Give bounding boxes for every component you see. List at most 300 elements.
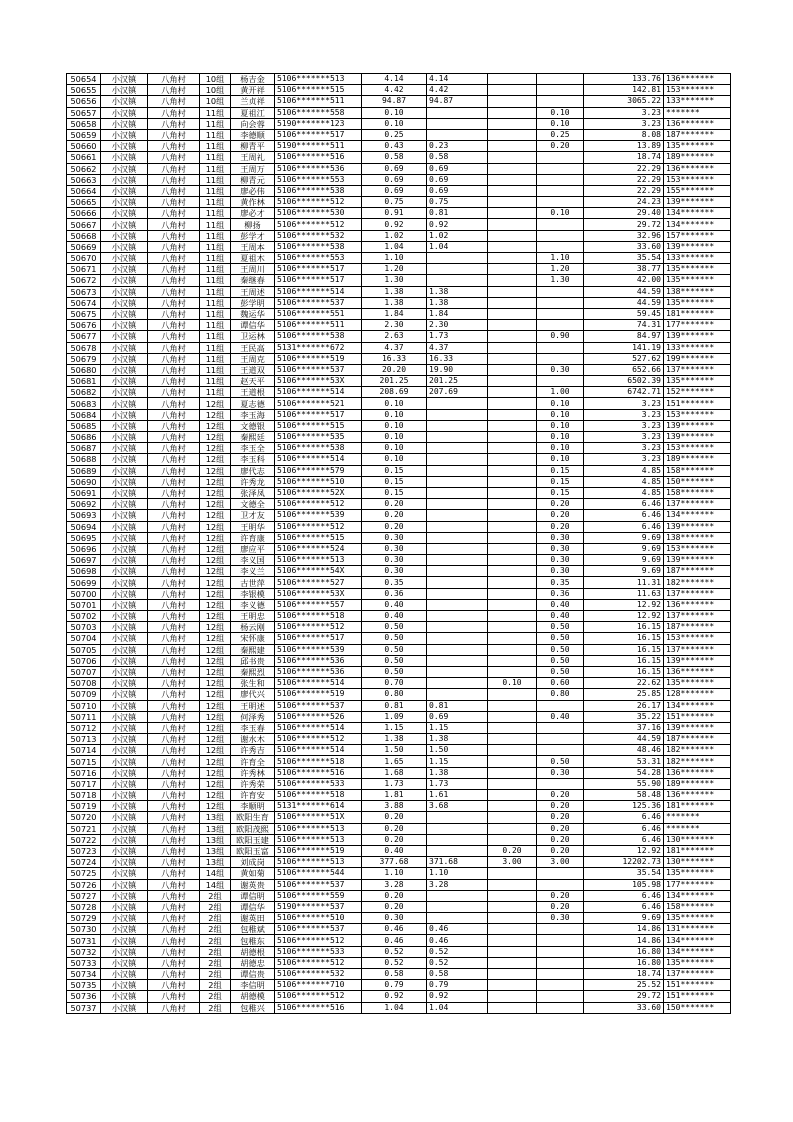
village-cell: 八角村 (148, 946, 200, 957)
group-cell: 11组 (200, 275, 231, 286)
amount-cell: 54.28 (584, 767, 664, 778)
area-b-cell (488, 454, 537, 465)
town-cell: 小汉镇 (101, 778, 148, 789)
area-a-cell (427, 901, 488, 912)
village-cell: 八角村 (148, 577, 200, 588)
name-cell: 卫才友 (231, 510, 275, 521)
phone-cell: 153******* (664, 409, 731, 420)
town-cell: 小汉镇 (101, 935, 148, 946)
amount-cell: 3.23 (584, 398, 664, 409)
area-c-cell: 0.10 (537, 208, 584, 219)
area-a-cell (427, 588, 488, 599)
area-a-cell: 3.28 (427, 879, 488, 890)
row-number-cell: 50665 (67, 197, 101, 208)
table-row (67, 185, 731, 196)
row-number-cell: 50730 (67, 924, 101, 935)
table-row (67, 432, 731, 443)
area-a-cell (427, 465, 488, 476)
village-cell: 八角村 (148, 678, 200, 689)
id-number-cell: 5106*******527 (275, 577, 362, 588)
row-number-cell: 50698 (67, 566, 101, 577)
village-cell: 八角村 (148, 253, 200, 264)
table-row (67, 890, 731, 901)
table-row (67, 722, 731, 733)
group-cell: 12组 (200, 745, 231, 756)
phone-cell: 152******* (664, 387, 731, 398)
phone-cell: 133******* (664, 253, 731, 264)
area-b-cell (488, 409, 537, 420)
id-number-cell: 5106*******512 (275, 734, 362, 745)
area-a-cell: 0.92 (427, 219, 488, 230)
total-area-cell: 0.36 (362, 588, 427, 599)
phone-cell: 151******* (664, 980, 731, 991)
name-cell: 李玉科 (231, 454, 275, 465)
total-area-cell: 201.25 (362, 376, 427, 387)
town-cell: 小汉镇 (101, 96, 148, 107)
id-number-cell: 5106*******539 (275, 644, 362, 655)
area-b-cell (488, 286, 537, 297)
total-area-cell: 16.33 (362, 353, 427, 364)
area-b-cell (488, 935, 537, 946)
total-area-cell: 0.10 (362, 107, 427, 118)
area-c-cell (537, 74, 584, 85)
group-cell: 12组 (200, 555, 231, 566)
row-number-cell: 50693 (67, 510, 101, 521)
village-cell: 八角村 (148, 611, 200, 622)
total-area-cell: 0.40 (362, 611, 427, 622)
id-number-cell: 5190*******537 (275, 901, 362, 912)
area-c-cell: 0.40 (537, 599, 584, 610)
amount-cell: 527.62 (584, 353, 664, 364)
area-a-cell: 0.23 (427, 141, 488, 152)
id-number-cell: 5106*******54X (275, 566, 362, 577)
area-a-cell (427, 499, 488, 510)
area-b-cell (488, 812, 537, 823)
area-a-cell (427, 666, 488, 677)
table-row (67, 197, 731, 208)
row-number-cell: 50728 (67, 901, 101, 912)
table-body (67, 74, 731, 1014)
total-area-cell: 1.04 (362, 1002, 427, 1013)
group-cell: 11组 (200, 185, 231, 196)
total-area-cell: 0.10 (362, 454, 427, 465)
row-number-cell: 50672 (67, 275, 101, 286)
total-area-cell: 0.79 (362, 980, 427, 991)
id-number-cell: 5106*******511 (275, 320, 362, 331)
table-row (67, 756, 731, 767)
village-cell: 八角村 (148, 935, 200, 946)
area-a-cell: 0.81 (427, 208, 488, 219)
row-number-cell: 50715 (67, 756, 101, 767)
area-a-cell (427, 633, 488, 644)
total-area-cell: 20.20 (362, 364, 427, 375)
area-b-cell (488, 219, 537, 230)
id-number-cell: 5106*******513 (275, 834, 362, 845)
town-cell: 小汉镇 (101, 543, 148, 554)
town-cell: 小汉镇 (101, 219, 148, 230)
id-number-cell: 5106*******519 (275, 689, 362, 700)
village-cell: 八角村 (148, 924, 200, 935)
table-row (67, 801, 731, 812)
area-a-cell: 1.73 (427, 778, 488, 789)
phone-cell: 177******* (664, 320, 731, 331)
name-cell: 李顺明 (231, 801, 275, 812)
village-cell: 八角村 (148, 219, 200, 230)
area-c-cell (537, 957, 584, 968)
phone-cell: 153******* (664, 543, 731, 554)
phone-cell: 136******* (664, 767, 731, 778)
table-row (67, 734, 731, 745)
village-cell: 八角村 (148, 499, 200, 510)
phone-cell: 189******* (664, 152, 731, 163)
area-c-cell: 0.10 (537, 107, 584, 118)
town-cell: 小汉镇 (101, 722, 148, 733)
group-cell: 11组 (200, 118, 231, 129)
town-cell: 小汉镇 (101, 823, 148, 834)
name-cell: 谭信贵 (231, 969, 275, 980)
area-c-cell: 0.15 (537, 487, 584, 498)
area-b-cell (488, 734, 537, 745)
name-cell: 张泽凤 (231, 487, 275, 498)
village-cell: 八角村 (148, 443, 200, 454)
table-row (67, 913, 731, 924)
phone-cell: 136******* (664, 599, 731, 610)
group-cell: 2组 (200, 1002, 231, 1013)
area-b-cell (488, 756, 537, 767)
area-a-cell: 0.46 (427, 935, 488, 946)
row-number-cell: 50694 (67, 521, 101, 532)
village-cell: 八角村 (148, 778, 200, 789)
village-cell: 八角村 (148, 152, 200, 163)
town-cell: 小汉镇 (101, 197, 148, 208)
id-number-cell: 5106*******51X (275, 812, 362, 823)
area-b-cell (488, 521, 537, 532)
area-a-cell: 201.25 (427, 376, 488, 387)
table-row (67, 219, 731, 230)
phone-cell: 136******* (664, 163, 731, 174)
area-a-cell: 2.30 (427, 320, 488, 331)
table-row (67, 521, 731, 532)
table-row (67, 499, 731, 510)
row-number-cell: 50699 (67, 577, 101, 588)
amount-cell: 29.72 (584, 219, 664, 230)
group-cell: 12组 (200, 588, 231, 599)
id-number-cell: 5106*******515 (275, 420, 362, 431)
amount-cell: 3.23 (584, 420, 664, 431)
town-cell: 小汉镇 (101, 812, 148, 823)
amount-cell: 16.15 (584, 633, 664, 644)
id-number-cell: 5106*******515 (275, 85, 362, 96)
area-b-cell (488, 264, 537, 275)
amount-cell: 16.15 (584, 655, 664, 666)
area-b-cell (488, 241, 537, 252)
total-area-cell: 0.15 (362, 465, 427, 476)
town-cell: 小汉镇 (101, 577, 148, 588)
amount-cell: 6.46 (584, 901, 664, 912)
phone-cell: 136******* (664, 118, 731, 129)
phone-cell: 158******* (664, 465, 731, 476)
name-cell: 文德全 (231, 499, 275, 510)
village-cell: 八角村 (148, 297, 200, 308)
group-cell: 11组 (200, 376, 231, 387)
row-number-cell: 50735 (67, 980, 101, 991)
town-cell: 小汉镇 (101, 141, 148, 152)
town-cell: 小汉镇 (101, 443, 148, 454)
group-cell: 2组 (200, 969, 231, 980)
row-number-cell: 50679 (67, 353, 101, 364)
row-number-cell: 50729 (67, 913, 101, 924)
amount-cell: 84.97 (584, 331, 664, 342)
area-b-cell: 0.10 (488, 678, 537, 689)
id-number-cell: 5106*******512 (275, 499, 362, 510)
group-cell: 2组 (200, 901, 231, 912)
name-cell: 秦继春 (231, 275, 275, 286)
group-cell: 12组 (200, 510, 231, 521)
id-number-cell: 5106*******536 (275, 163, 362, 174)
table-row (67, 487, 731, 498)
total-area-cell: 0.80 (362, 689, 427, 700)
amount-cell: 22.62 (584, 678, 664, 689)
area-b-cell (488, 790, 537, 801)
row-number-cell: 50663 (67, 174, 101, 185)
name-cell: 李义德 (231, 599, 275, 610)
table-row (67, 96, 731, 107)
phone-cell: 137******* (664, 588, 731, 599)
phone-cell: 135******* (664, 141, 731, 152)
row-number-cell: 50717 (67, 778, 101, 789)
total-area-cell: 1.68 (362, 767, 427, 778)
town-cell: 小汉镇 (101, 454, 148, 465)
row-number-cell: 50683 (67, 398, 101, 409)
town-cell: 小汉镇 (101, 767, 148, 778)
total-area-cell: 0.69 (362, 185, 427, 196)
name-cell: 王周川 (231, 264, 275, 275)
id-number-cell: 5106*******544 (275, 868, 362, 879)
total-area-cell: 3.28 (362, 879, 427, 890)
town-cell: 小汉镇 (101, 163, 148, 174)
id-number-cell: 5106*******512 (275, 991, 362, 1002)
id-number-cell: 5106*******537 (275, 879, 362, 890)
area-c-cell (537, 868, 584, 879)
area-b-cell (488, 611, 537, 622)
id-number-cell: 5106*******513 (275, 74, 362, 85)
town-cell: 小汉镇 (101, 913, 148, 924)
group-cell: 13组 (200, 857, 231, 868)
area-a-cell (427, 577, 488, 588)
row-number-cell: 50708 (67, 678, 101, 689)
area-c-cell: 0.30 (537, 555, 584, 566)
town-cell: 小汉镇 (101, 946, 148, 957)
phone-cell: 150******* (664, 476, 731, 487)
area-a-cell (427, 566, 488, 577)
table-row (67, 141, 731, 152)
name-cell: 黄如菊 (231, 868, 275, 879)
village-cell: 八角村 (148, 666, 200, 677)
row-number-cell: 50724 (67, 857, 101, 868)
village-cell: 八角村 (148, 767, 200, 778)
phone-cell: 181******* (664, 801, 731, 812)
village-cell: 八角村 (148, 532, 200, 543)
area-c-cell (537, 353, 584, 364)
area-c-cell (537, 320, 584, 331)
area-a-cell: 16.33 (427, 353, 488, 364)
id-number-cell: 5106*******512 (275, 197, 362, 208)
amount-cell: 29.40 (584, 208, 664, 219)
row-number-cell: 50670 (67, 253, 101, 264)
name-cell: 胡德忠 (231, 957, 275, 968)
phone-cell: 137******* (664, 499, 731, 510)
row-number-cell: 50662 (67, 163, 101, 174)
village-cell: 八角村 (148, 745, 200, 756)
row-number-cell: 50702 (67, 611, 101, 622)
village-cell: 八角村 (148, 409, 200, 420)
town-cell: 小汉镇 (101, 588, 148, 599)
name-cell: 胡德根 (231, 946, 275, 957)
total-area-cell: 4.42 (362, 85, 427, 96)
group-cell: 10组 (200, 96, 231, 107)
amount-cell: 6.46 (584, 510, 664, 521)
area-a-cell (427, 655, 488, 666)
area-a-cell: 1.50 (427, 745, 488, 756)
area-c-cell (537, 734, 584, 745)
group-cell: 2组 (200, 913, 231, 924)
amount-cell: 24.23 (584, 197, 664, 208)
id-number-cell: 5106*******516 (275, 1002, 362, 1013)
table-row (67, 152, 731, 163)
area-c-cell: 0.10 (537, 454, 584, 465)
table-row (67, 208, 731, 219)
amount-cell: 142.81 (584, 85, 664, 96)
total-area-cell: 0.10 (362, 409, 427, 420)
table-row (67, 85, 731, 96)
group-cell: 12组 (200, 644, 231, 655)
amount-cell: 18.74 (584, 152, 664, 163)
amount-cell: 6742.71 (584, 387, 664, 398)
area-b-cell (488, 957, 537, 968)
table-row (67, 163, 731, 174)
area-b-cell (488, 890, 537, 901)
table-row (67, 678, 731, 689)
id-number-cell: 5106*******519 (275, 845, 362, 856)
name-cell: 魏运华 (231, 308, 275, 319)
name-cell: 王明述 (231, 700, 275, 711)
phone-cell: 151******* (664, 991, 731, 1002)
area-b-cell (488, 823, 537, 834)
total-area-cell: 0.52 (362, 957, 427, 968)
town-cell: 小汉镇 (101, 845, 148, 856)
total-area-cell: 0.10 (362, 398, 427, 409)
area-a-cell: 1.02 (427, 230, 488, 241)
row-number-cell: 50734 (67, 969, 101, 980)
area-c-cell: 0.20 (537, 499, 584, 510)
group-cell: 11组 (200, 253, 231, 264)
row-number-cell: 50658 (67, 118, 101, 129)
village-cell: 八角村 (148, 398, 200, 409)
id-number-cell: 5106*******52X (275, 487, 362, 498)
area-c-cell (537, 96, 584, 107)
table-row (67, 845, 731, 856)
group-cell: 12组 (200, 633, 231, 644)
total-area-cell: 0.20 (362, 890, 427, 901)
village-cell: 八角村 (148, 331, 200, 342)
name-cell: 何泽秀 (231, 711, 275, 722)
village-cell: 八角村 (148, 364, 200, 375)
table-row (67, 376, 731, 387)
area-c-cell: 0.15 (537, 476, 584, 487)
area-a-cell: 207.69 (427, 387, 488, 398)
row-number-cell: 50678 (67, 342, 101, 353)
village-cell: 八角村 (148, 510, 200, 521)
amount-cell: 3.23 (584, 443, 664, 454)
phone-cell: 182******* (664, 577, 731, 588)
row-number-cell: 50706 (67, 655, 101, 666)
id-number-cell: 5106*******537 (275, 297, 362, 308)
row-number-cell: 50704 (67, 633, 101, 644)
group-cell: 12组 (200, 499, 231, 510)
town-cell: 小汉镇 (101, 678, 148, 689)
name-cell: 李信明 (231, 980, 275, 991)
town-cell: 小汉镇 (101, 275, 148, 286)
name-cell: 文德银 (231, 420, 275, 431)
phone-cell: 177******* (664, 879, 731, 890)
amount-cell: 16.15 (584, 622, 664, 633)
total-area-cell: 1.04 (362, 241, 427, 252)
area-a-cell: 0.52 (427, 957, 488, 968)
table-row (67, 711, 731, 722)
total-area-cell: 0.15 (362, 487, 427, 498)
amount-cell: 6.46 (584, 521, 664, 532)
name-cell: 王明忠 (231, 611, 275, 622)
area-c-cell: 0.20 (537, 801, 584, 812)
amount-cell: 22.29 (584, 163, 664, 174)
id-number-cell: 5106*******530 (275, 208, 362, 219)
area-a-cell (427, 476, 488, 487)
id-number-cell: 5190*******123 (275, 118, 362, 129)
town-cell: 小汉镇 (101, 230, 148, 241)
town-cell: 小汉镇 (101, 991, 148, 1002)
area-a-cell: 0.69 (427, 163, 488, 174)
id-number-cell: 5106*******517 (275, 409, 362, 420)
total-area-cell: 0.46 (362, 935, 427, 946)
area-c-cell: 0.20 (537, 510, 584, 521)
village-cell: 八角村 (148, 275, 200, 286)
area-a-cell: 0.52 (427, 946, 488, 957)
phone-cell: 135******* (664, 297, 731, 308)
amount-cell: 26.17 (584, 700, 664, 711)
id-number-cell: 5106*******539 (275, 510, 362, 521)
village-cell: 八角村 (148, 85, 200, 96)
id-number-cell: 5106*******710 (275, 980, 362, 991)
name-cell: 彭学才 (231, 230, 275, 241)
area-b-cell: 3.00 (488, 857, 537, 868)
id-number-cell: 5106*******510 (275, 476, 362, 487)
id-number-cell: 5106*******514 (275, 387, 362, 398)
area-c-cell: 0.20 (537, 141, 584, 152)
amount-cell: 25.85 (584, 689, 664, 700)
town-cell: 小汉镇 (101, 790, 148, 801)
total-area-cell: 0.20 (362, 834, 427, 845)
name-cell: 许育安 (231, 790, 275, 801)
name-cell: 向会蓉 (231, 118, 275, 129)
town-cell: 小汉镇 (101, 890, 148, 901)
area-a-cell (427, 253, 488, 264)
name-cell: 李银模 (231, 588, 275, 599)
area-a-cell: 371.68 (427, 857, 488, 868)
town-cell: 小汉镇 (101, 868, 148, 879)
village-cell: 八角村 (148, 208, 200, 219)
amount-cell: 16.80 (584, 957, 664, 968)
amount-cell: 6.46 (584, 834, 664, 845)
